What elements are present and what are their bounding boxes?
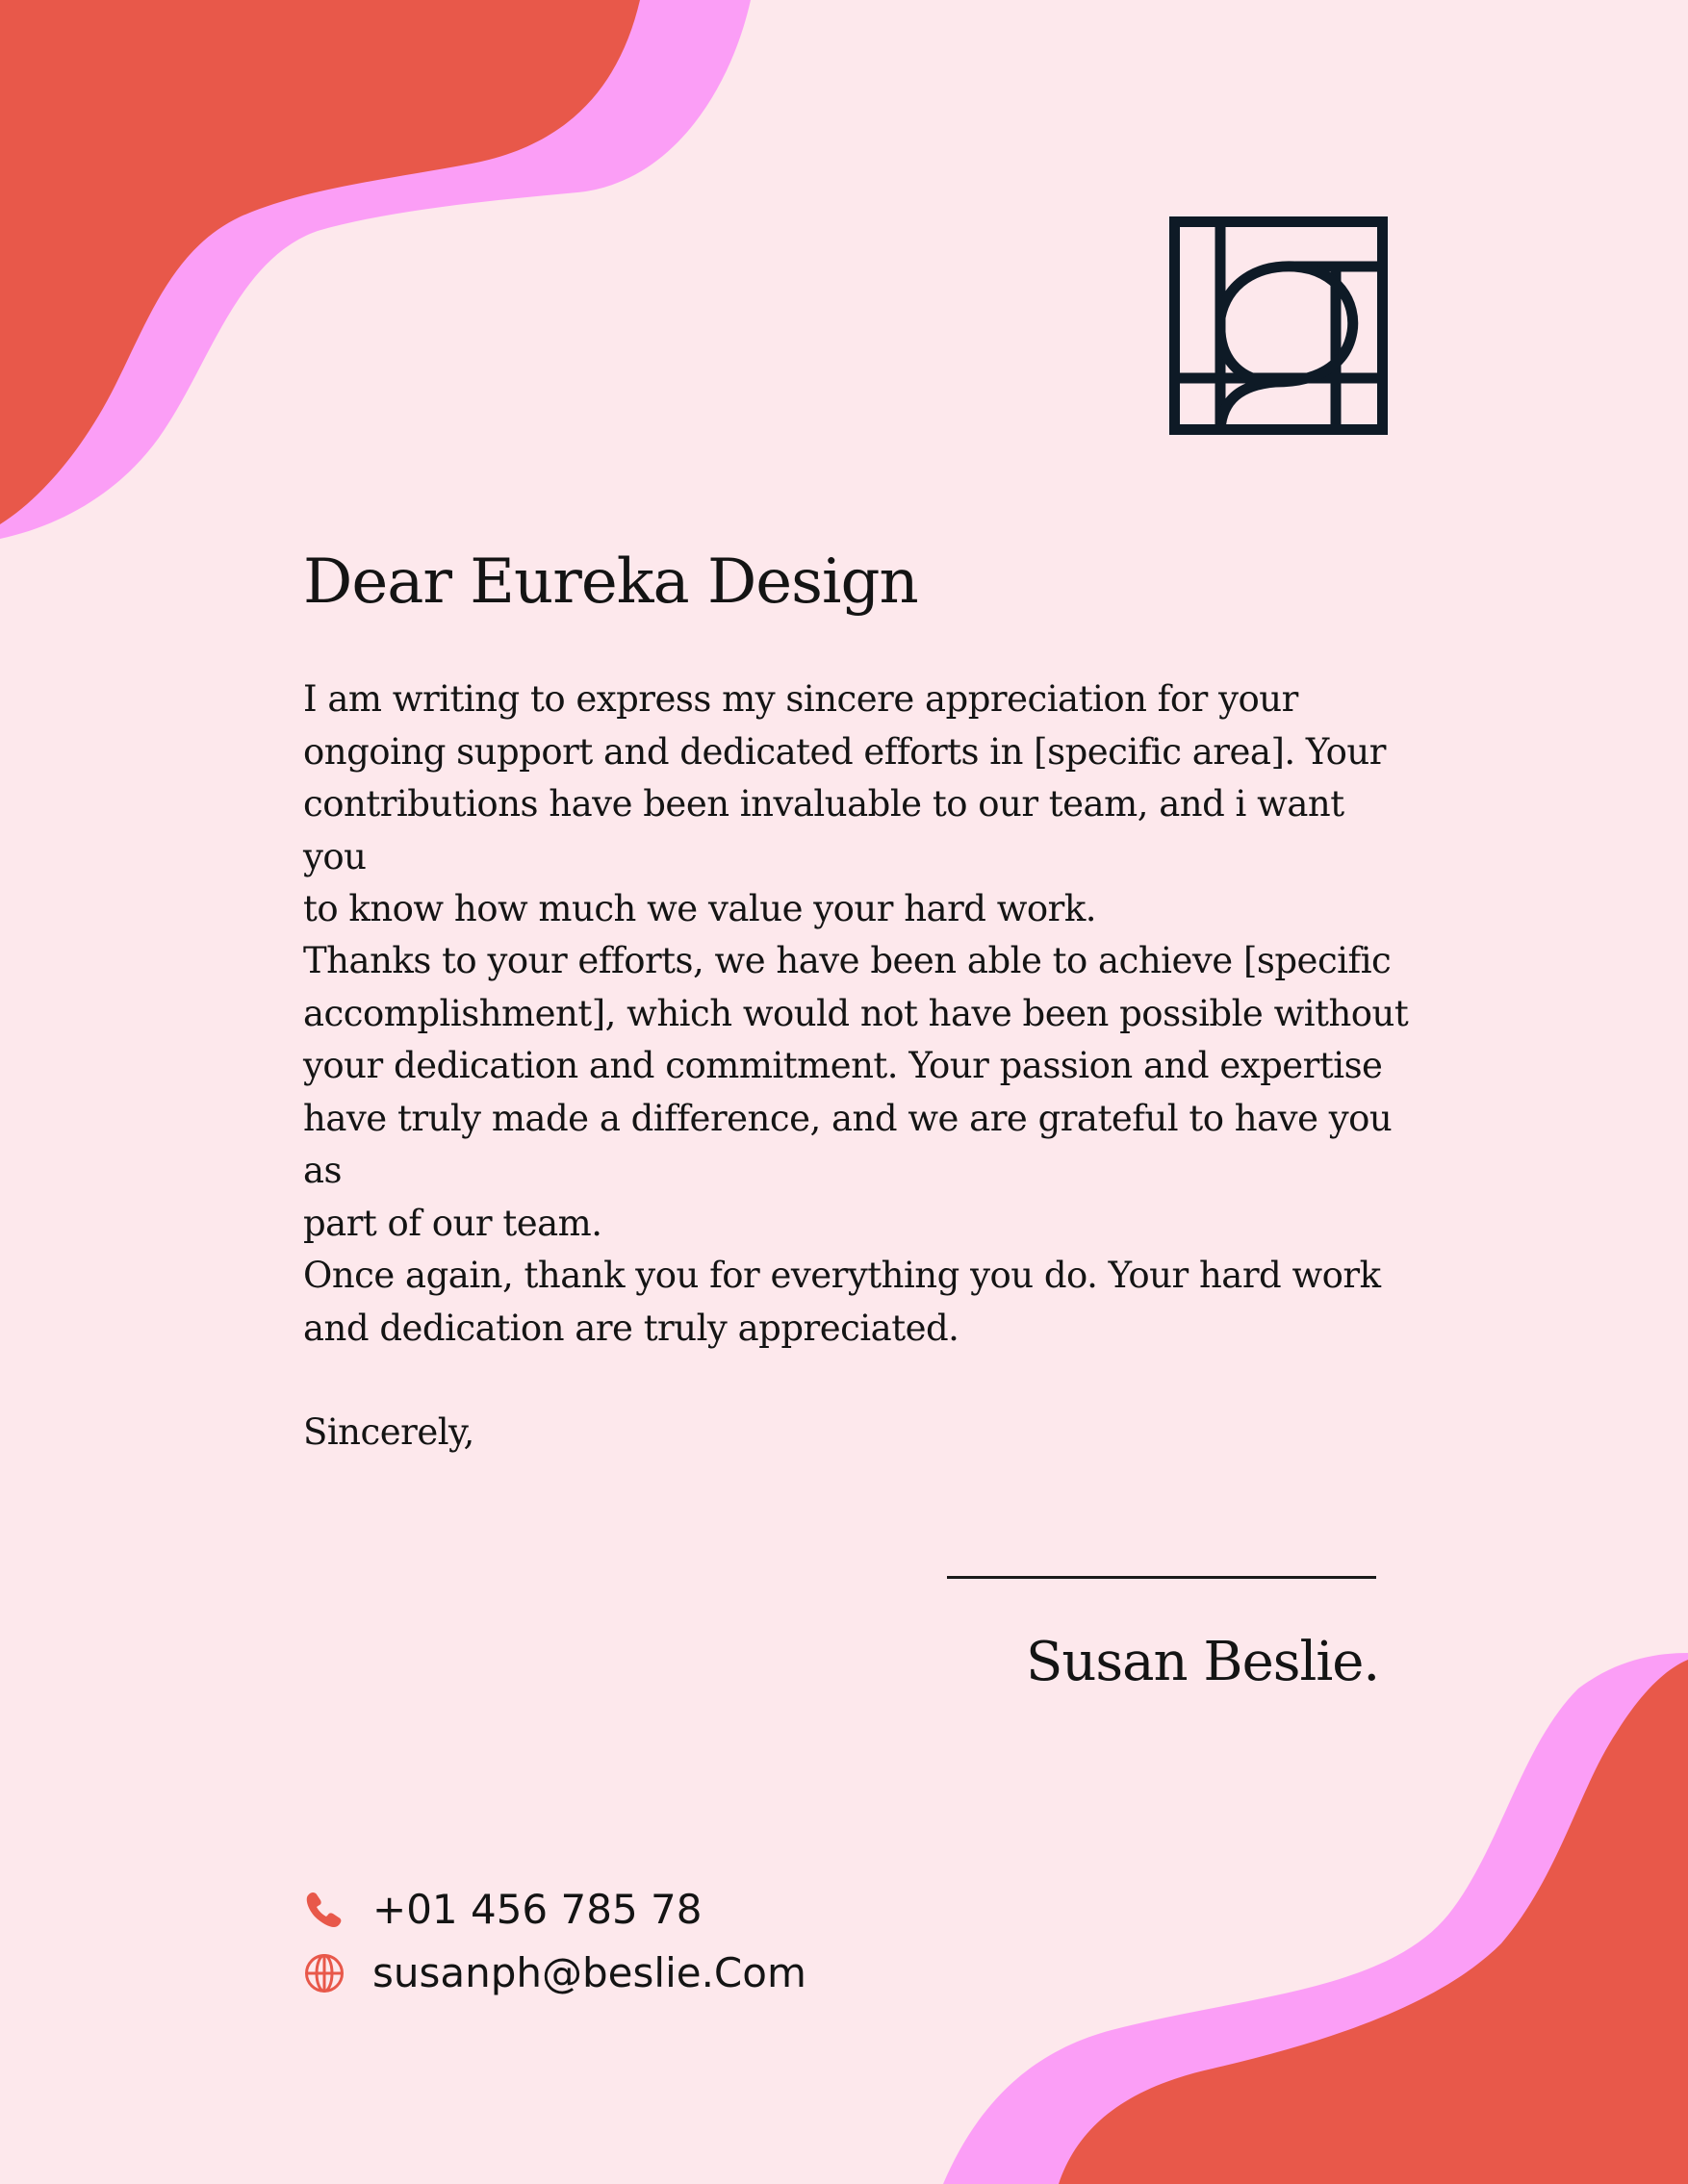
company-logo — [1169, 216, 1388, 435]
letter-greeting: Dear Eureka Design — [303, 546, 918, 618]
letter-paragraph-3: Once again, thank you for everything you do. Your hard work and dedication are truly appreciated. — [303, 1255, 1381, 1349]
phone-icon — [303, 1889, 345, 1931]
letter-closing: Sincerely, — [303, 1411, 474, 1453]
letter-paragraph-2: Thanks to your efforts, we have been able to achieve [specific accomplishment], which would not have been possible without your dedication and commitment. Your passion and expertise have truly made a difference, and we are grateful to have you as part of our team. — [303, 940, 1409, 1244]
phone-number[interactable]: +01 456 785 78 — [372, 1886, 703, 1933]
signer-name: Susan Beslie. — [1026, 1631, 1380, 1693]
letter-paragraph-1: I am writing to express my sincere appreciation for your ongoing support and dedicated efforts in [specific area]. Your contributions have been invaluable to our team, and i want you to know how much we value your hard work. — [303, 678, 1386, 929]
contact-phone — [303, 1886, 702, 1933]
contact-email — [303, 1949, 806, 1996]
email-address[interactable]: susanph@beslie.Com — [372, 1949, 806, 1996]
signature-line — [947, 1576, 1376, 1579]
globe-icon — [303, 1952, 345, 1994]
